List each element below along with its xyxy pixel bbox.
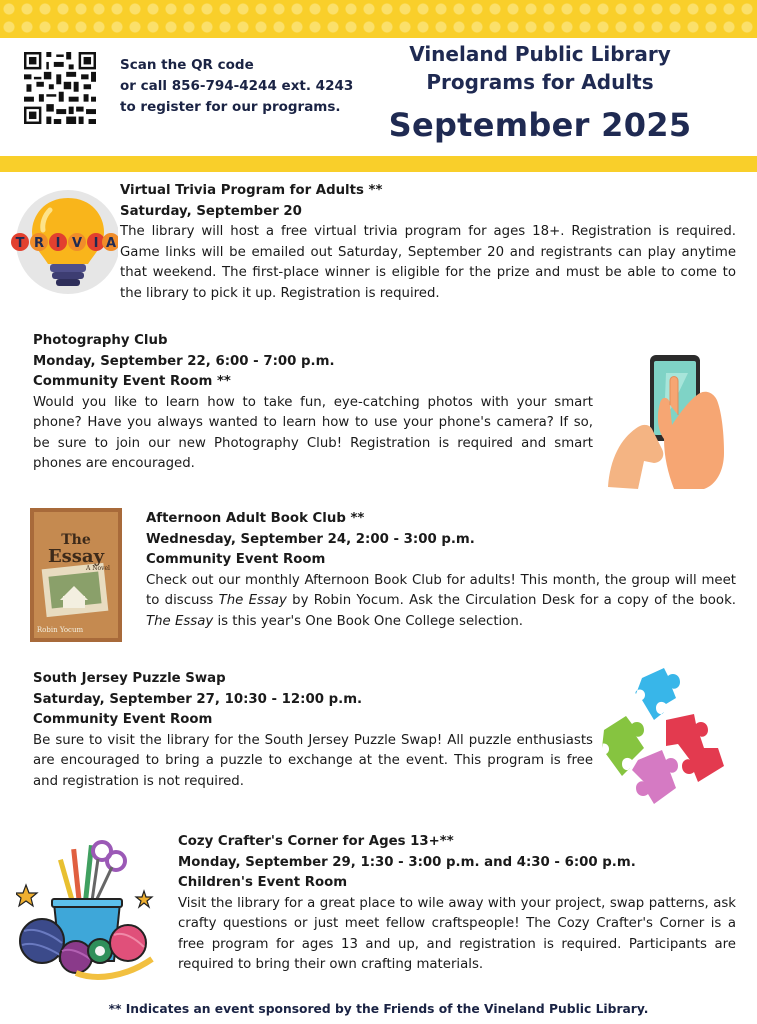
month-heading: September 2025 — [388, 106, 692, 144]
event-date: Wednesday, September 24, 2:00 - 3:00 p.m. — [146, 531, 475, 547]
puzzle-pieces-icon — [602, 664, 728, 808]
trivia-letter-i: I — [55, 236, 61, 251]
library-name: Vineland Public Library — [409, 42, 671, 66]
trivia-lightbulb-icon — [10, 186, 118, 298]
register-phone-line[interactable]: or call 856-794-4244 ext. 4243 — [120, 78, 354, 94]
event-photography-club — [33, 331, 593, 475]
event-date: Monday, September 29, 1:30 - 3:00 p.m. and 4:30 - 6:00 p.m. — [178, 854, 636, 870]
sponsor-footnote: ** Indicates an event sponsored by the Friends of the Vineland Public Library. — [108, 1002, 649, 1016]
event-description: The library will host a free virtual trivia program for ages 18+. Registration is required. Game links will be emailed out Saturday, September 20 and registrants can play anytime that weekend. The first-place winner is eligible for the prize and must be able to come to the library to pick it up. Registration is required. — [120, 224, 736, 301]
description-part-2: by Robin Yocum. Ask the Circulation Desk for a copy of the book. — [286, 593, 736, 608]
event-location: Community Event Room — [33, 712, 213, 727]
event-date: Saturday, September 20 — [120, 203, 302, 219]
event-virtual-trivia — [120, 181, 736, 304]
event-puzzle-swap — [33, 669, 593, 792]
event-description: Would you like to learn how to take fun, eye-catching photos with your smart phone? Have you always wanted to learn how to use your phone's camera? If so, be sure to join our new Photography Club! Registration is required and smart phones are encouraged. — [33, 394, 593, 471]
event-date: Saturday, September 27, 10:30 - 12:00 p.m. — [33, 691, 363, 707]
event-title: Cozy Crafter's Corner for Ages 13+** — [178, 834, 454, 849]
event-title: Photography Club — [33, 333, 168, 348]
event-cozy-crafters-corner — [178, 832, 736, 976]
top-decorative-band — [0, 0, 757, 38]
trivia-letter-a: A — [105, 236, 117, 251]
event-title: South Jersey Puzzle Swap — [33, 671, 226, 686]
book-cover-icon — [30, 508, 122, 642]
book-title: The Essay — [146, 613, 214, 629]
event-title: Virtual Trivia Program for Adults ** — [120, 183, 383, 198]
registration-instructions — [120, 55, 370, 118]
book-cover-title-2: Essay — [47, 546, 105, 567]
trivia-letter-t: T — [15, 236, 25, 251]
trivia-letter-i2: I — [93, 236, 99, 251]
event-description — [146, 571, 736, 633]
craft-supplies-icon — [16, 831, 158, 981]
book-cover-subtitle: A Novel — [86, 565, 110, 572]
event-location: Community Event Room — [146, 552, 326, 567]
register-line-1: Scan the QR code — [120, 57, 254, 73]
programs-heading: Programs for Adults — [426, 70, 654, 94]
qr-code-icon — [24, 52, 96, 124]
description-part-1: Check out our monthly Afternoon Book Club for adults! This month, the group will meet to discuss — [146, 572, 736, 608]
book-cover-title-1: The — [61, 532, 91, 548]
register-line-3: to register for our programs. — [120, 99, 341, 115]
trivia-letter-v: V — [71, 236, 83, 251]
event-title: Afternoon Adult Book Club ** — [146, 511, 365, 526]
event-book-club — [146, 509, 736, 632]
book-cover-author: Robin Yocum — [36, 626, 84, 634]
event-location: Children's Event Room — [178, 875, 348, 890]
event-description: Be sure to visit the library for the South Jersey Puzzle Swap! All puzzle enthusiasts are encouraged to bring a puzzle to exchange at the event. This program is free and registration is not required. — [33, 732, 593, 789]
event-date: Monday, September 22, 6:00 - 7:00 p.m. — [33, 353, 335, 369]
smartphone-hands-icon — [604, 353, 726, 491]
event-description: Visit the library for a great place to wile away with your project, swap patterns, ask crafty questions or just meet fellow craftspeople! The Cozy Crafter's Corner is a free program for ages 13 and up, and registration is required. Participants are required to bring their own crafting materials. — [178, 895, 736, 972]
event-location: Community Event Room ** — [33, 374, 231, 389]
description-part-3: is this year's One Book One College selection. — [213, 613, 524, 629]
header-divider-band — [0, 156, 757, 172]
trivia-letter-r: R — [33, 236, 45, 251]
page-title — [370, 40, 710, 148]
book-title: The Essay — [218, 593, 287, 608]
